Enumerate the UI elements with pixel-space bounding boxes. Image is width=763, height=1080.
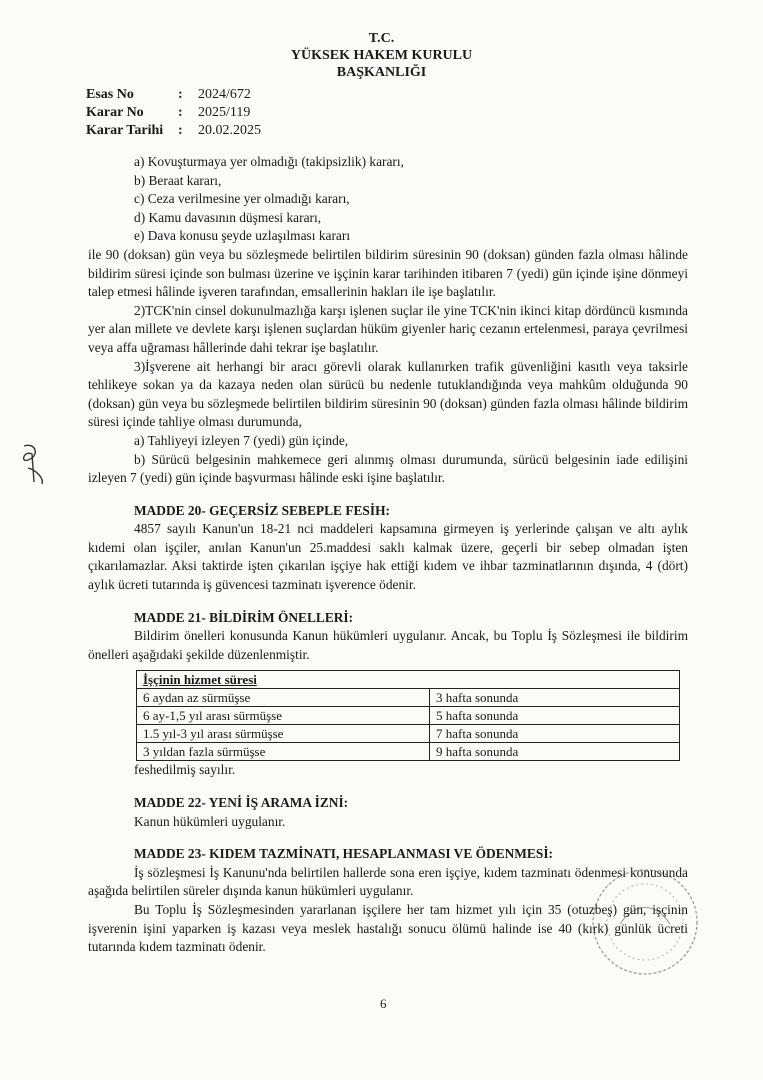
table-cell-notice: 9 hafta sonunda bbox=[430, 743, 680, 761]
table-row bbox=[137, 743, 680, 761]
table-cell-period: 1.5 yıl-3 yıl arası sürmüşse bbox=[137, 725, 430, 743]
meta-value: 20.02.2025 bbox=[198, 123, 261, 138]
article-20-title: MADDE 20- GEÇERSİZ SEBEPLE FESİH: bbox=[134, 502, 390, 518]
table-row bbox=[137, 707, 680, 725]
case-meta bbox=[86, 86, 261, 140]
table-header-row bbox=[137, 671, 680, 689]
notice-period-table bbox=[136, 670, 680, 761]
meta-label: Karar No bbox=[86, 105, 144, 120]
list-item: b) Sürücü belgesinin mahkemece geri alınmış olması durumunda, sürücü belgesinin iade edilişini izleyen 7 (yedi) gün içinde başvurması hâlinde eski işine başlatılır. bbox=[88, 451, 688, 486]
meta-row-esas bbox=[86, 86, 261, 104]
table-cell-period: 3 yıldan fazla sürmüşse bbox=[137, 743, 430, 761]
list-item: d) Kamu davasının düşmesi kararı, bbox=[134, 209, 322, 225]
article-21-title: MADDE 21- BİLDİRİM ÖNELLERİ: bbox=[134, 609, 354, 625]
header-line-2: YÜKSEK HAKEM KURULU bbox=[290, 48, 473, 63]
table-header-cell: İşçinin hizmet süresi bbox=[137, 671, 680, 689]
article-23-title: MADDE 23- KIDEM TAZMİNATI, HESAPLANMASI VE ÖDENMESİ: bbox=[134, 846, 553, 862]
article-22-title: MADDE 22- YENİ İŞ ARAMA İZNİ: bbox=[134, 795, 349, 811]
document-header bbox=[0, 30, 763, 81]
article-23-text-2: Bu Toplu İş Sözleşmesinden yararlanan işçilere her tam hizmet yılı için 35 (otuzbeş) gün, işçinin işverenin işini yaparken iş kazası veya meslek hastalığı sonucu ölümü halinde ise 40 (kırk) günlük ücreti tutarında kıdem tazminatı ödenir. bbox=[88, 902, 688, 955]
table-cell-period: 6 ay-1,5 yıl arası sürmüşse bbox=[137, 707, 430, 725]
article-21-after: feshedilmiş sayılır. bbox=[134, 762, 236, 778]
meta-colon: : bbox=[178, 87, 183, 102]
table-row bbox=[137, 689, 680, 707]
article-22-text: Kanun hükümleri uygulanır. bbox=[134, 813, 286, 829]
header-line-3: BAŞKANLIĞI bbox=[336, 65, 427, 80]
list-item: a) Tahliyeyi izleyen 7 (yedi) gün içinde, bbox=[134, 432, 349, 448]
list-item: e) Dava konusu şeyde uzlaşılması kararı bbox=[134, 228, 351, 244]
article-21-text: Bildirim önelleri konusunda Kanun hükümleri uygulanır. Ancak, bu Toplu İş Sözleşmesi ile bildirim önelleri aşağıdaki şekilde düzenlenmiştir. bbox=[88, 628, 688, 662]
meta-value: 2024/672 bbox=[198, 87, 251, 102]
paragraph: 2)TCK'nin cinsel dokunulmazlığa karşı işlenen suçlar ile yine TCK'nin ikinci kitap dördüncü kısmında yer alan millete ve devlete karşı işlenen suçlardan hüküm giyenler hariç cezanın ertelenmesi, paraya çevrilmesi veya affa uğraması hâllerinde dahi tekrar işe başlatılır. bbox=[88, 302, 688, 355]
list-item: a) Kovuşturmaya yer olmadığı (takipsizlik) kararı, bbox=[134, 154, 404, 169]
paragraph: ile 90 (doksan) gün veya bu sözleşmede belirtilen bildirim süresinin 90 (doksan) günden fazla olması hâlinde bildirim süresi içinde son bulması üzerine ve işçinin karar tarihinden itibaren 7 (yedi) gün içinde işine dönmeyi talep etmesi hâlinde işveren tarafından, emsallerinin hakları ile işe başlatılır. bbox=[88, 246, 688, 300]
page-number: 6 bbox=[380, 996, 387, 1011]
header-line-1: T.C. bbox=[368, 31, 395, 46]
document-body bbox=[88, 153, 688, 957]
official-stamp bbox=[585, 862, 705, 982]
meta-label: Esas No bbox=[86, 87, 134, 102]
meta-colon: : bbox=[178, 123, 183, 138]
list-item: c) Ceza verilmesine yer olmadığı kararı, bbox=[134, 191, 350, 207]
meta-label: Karar Tarihi bbox=[86, 123, 164, 138]
meta-row-tarih bbox=[86, 122, 261, 140]
table-cell-notice: 5 hafta sonunda bbox=[430, 707, 680, 725]
list-item: b) Beraat kararı, bbox=[134, 172, 222, 188]
article-20-text: 4857 sayılı Kanun'un 18-21 nci maddeleri kapsamına girmeyen iş yerlerinde çalışan ve altı aylık kıdemi olan işçiler, anılan Kanun'un 25.maddesi saklı kalmak üzere, geçerli bir sebep olmadan işten çıkarılamazlar. Aksi taktirde işten çıkarılan işçiye hak ettiği kıdem ve ihbar tazminatlarının dışında, 4 (dört) aylık ücreti tutarında iş güvencesi tazminatı işverence ödenir. bbox=[88, 521, 688, 593]
table-cell-notice: 7 hafta sonunda bbox=[430, 725, 680, 743]
article-23-text-1: İş sözleşmesi İş Kanunu'nda belirtilen hallerde sona eren işçiye, kıdem tazminatı ödenmesi konusunda aşağıda belirtilen süreler dışında kanun hükümleri uygulanır. bbox=[88, 864, 688, 899]
meta-row-karar bbox=[86, 104, 261, 122]
meta-colon: : bbox=[178, 105, 183, 120]
handwritten-signature bbox=[14, 438, 54, 488]
table-row bbox=[137, 725, 680, 743]
paragraph: 3)İşverene ait herhangi bir aracı görevli olarak kullanırken trafik güvenliğini kasıtlı veya taksirle tehlikeye sokan ya da kazaya neden olan sürücü bu nedenle tutuklandığında veya mahkûm olduğunda 90 (doksan) gün veya bu sözleşmede belirtilen bildirim süresinin 90 (doksan) günden fazla olması hâlinde bildirim süresi içinde tahliye olması durumunda, bbox=[88, 358, 688, 430]
table-cell-notice: 3 hafta sonunda bbox=[430, 689, 680, 707]
meta-value: 2025/119 bbox=[198, 105, 251, 120]
table-cell-period: 6 aydan az sürmüşse bbox=[137, 689, 430, 707]
